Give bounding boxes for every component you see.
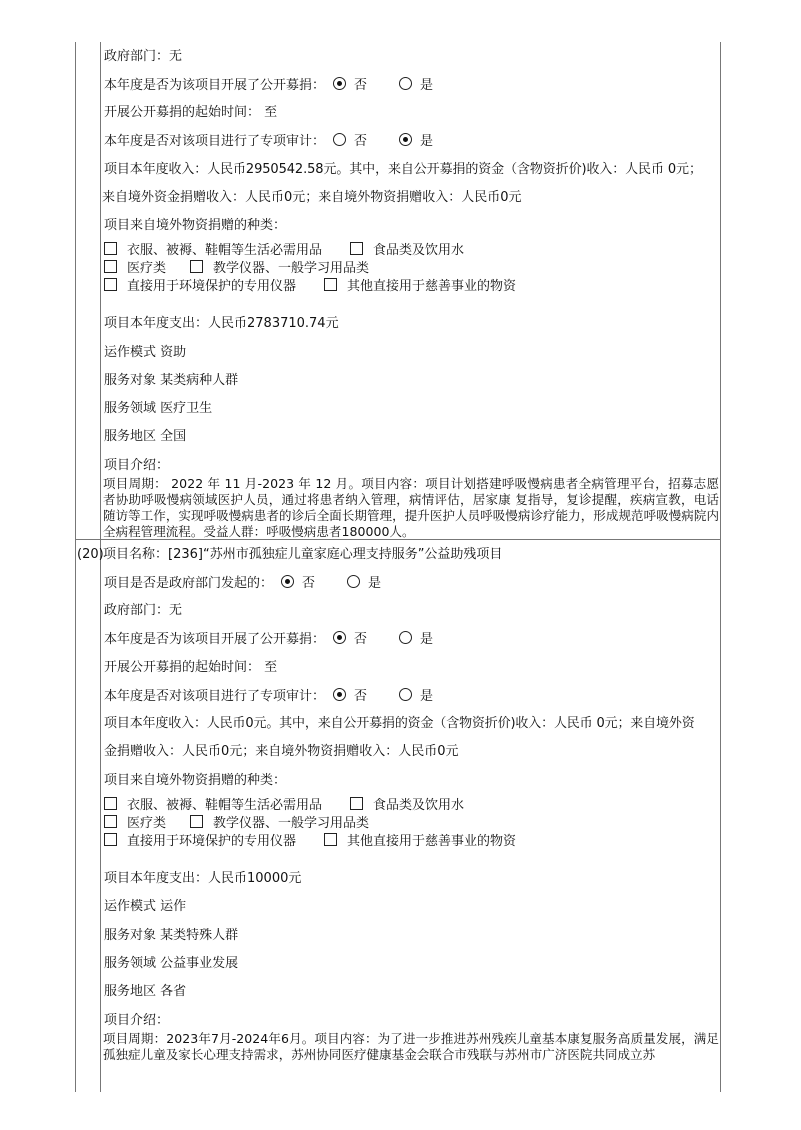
- radio-empty-icon: [333, 133, 346, 146]
- table-border-left: [75, 42, 76, 1092]
- gov-initiated-row: 项目是否是政府部门发起的： 否 是: [104, 576, 382, 591]
- fundraising-time-text: 开展公开募捐的起始时间： 至: [104, 105, 278, 120]
- table-border-right: [720, 42, 721, 1092]
- intro-text: 项目周期：2023年7月-2024年6月。项目内容：为了进一步推进苏州残疾儿童基本康复服务高质量发展，满足孤独症儿童及家长心理支持需求，苏州协同医疗健康基金会联合市残联与苏州市广济医院共同成立苏: [103, 1031, 719, 1062]
- operation-mode-text: 运作模式 运作: [104, 899, 187, 914]
- service-field-text: 服务领域 公益事业发展: [104, 956, 239, 971]
- radio-selected-icon: [333, 688, 346, 701]
- checkbox-row: 衣服、被褥、鞋帽等生活必需用品 食品类及饮用水: [104, 797, 464, 814]
- checkbox-icon: [190, 260, 203, 273]
- audit-row: 本年度是否对该项目进行了专项审计： 否 是: [104, 134, 434, 149]
- project-name: 项目名称：[236]“苏州市孤独症儿童家庭心理支持服务”公益助残项目: [103, 547, 503, 562]
- foreign-income-text: 金捐赠收入：人民币0元；来自境外物资捐赠收入：人民币0元: [104, 744, 459, 759]
- service-target-text: 服务对象 某类病种人群: [104, 373, 239, 388]
- checkbox-row: 医疗类 教学仪器、一般学习用品类: [104, 815, 369, 832]
- donation-types-label: 项目来自境外物资捐赠的种类：: [104, 218, 287, 233]
- donation-types-label: 项目来自境外物资捐赠的种类：: [104, 773, 287, 788]
- checkbox-row: 医疗类 教学仪器、一般学习用品类: [104, 260, 369, 277]
- service-field-text: 服务领域 医疗卫生: [104, 401, 213, 416]
- service-target-text: 服务对象 某类特殊人群: [104, 928, 239, 943]
- public-fundraising-row: 本年度是否为该项目开展了公开募捐： 否 是: [104, 78, 434, 93]
- radio-selected-icon: [333, 77, 346, 90]
- radio-empty-icon: [347, 575, 360, 588]
- radio-selected-icon: [333, 631, 346, 644]
- intro-label: 项目介绍：: [104, 458, 170, 473]
- income-text: 项目本年度收入：人民币0元。其中，来自公开募捐的资金（含物资折价)收入：人民币 0元；来自境外资: [104, 716, 695, 731]
- checkbox-icon: [324, 278, 337, 291]
- checkbox-icon: [104, 242, 117, 255]
- checkbox-row: 直接用于环境保护的专用仪器 其他直接用于慈善事业的物资: [104, 833, 516, 850]
- service-area-text: 服务地区 各省: [104, 984, 187, 999]
- intro-label: 项目介绍：: [104, 1013, 170, 1028]
- checkbox-row: 直接用于环境保护的专用仪器 其他直接用于慈善事业的物资: [104, 278, 516, 295]
- checkbox-icon: [190, 815, 203, 828]
- radio-selected-icon: [281, 575, 294, 588]
- checkbox-icon: [104, 815, 117, 828]
- table-border-inner: [100, 42, 101, 1092]
- radio-empty-icon: [399, 688, 412, 701]
- fundraising-time-text: 开展公开募捐的起始时间： 至: [104, 660, 278, 675]
- checkbox-icon: [350, 242, 363, 255]
- checkbox-icon: [324, 833, 337, 846]
- gov-dept-text: 政府部门：无: [104, 49, 183, 64]
- item-number: (20): [77, 547, 104, 562]
- audit-row: 本年度是否对该项目进行了专项审计： 否 是: [104, 689, 434, 704]
- checkbox-icon: [350, 797, 363, 810]
- checkbox-row: 衣服、被褥、鞋帽等生活必需用品 食品类及饮用水: [104, 242, 464, 259]
- service-area-text: 服务地区 全国: [104, 429, 187, 444]
- foreign-income-text: 来自境外资金捐赠收入：人民币0元；来自境外物资捐赠收入：人民币0元: [102, 190, 522, 205]
- expense-text: 项目本年度支出：人民币10000元: [104, 871, 302, 886]
- radio-empty-icon: [399, 631, 412, 644]
- intro-text: 项目周期： 2022 年 11 月-2023 年 12 月。项目内容：项目计划搭建呼吸慢病患者全病管理平台，招募志愿者协助呼吸慢病领域医护人员，通过将患者纳入管理，病情评估，居家康 复指导，复诊提醒，疾病宣教，电话随访等工作，实现呼吸慢病患者的诊后全面长期管理，提升医护人员呼吸慢病诊疗能力，形成规范呼吸慢病院内全病程管理流程。受益人群：呼吸慢病患者180000人。: [103, 476, 719, 539]
- radio-empty-icon: [399, 77, 412, 90]
- public-fundraising-row: 本年度是否为该项目开展了公开募捐： 否 是: [104, 632, 434, 647]
- gov-dept-text: 政府部门：无: [104, 603, 183, 618]
- checkbox-icon: [104, 797, 117, 810]
- expense-text: 项目本年度支出：人民币2783710.74元: [104, 316, 339, 331]
- operation-mode-text: 运作模式 资助: [104, 345, 187, 360]
- checkbox-icon: [104, 278, 117, 291]
- checkbox-icon: [104, 833, 117, 846]
- checkbox-icon: [104, 260, 117, 273]
- income-text: 项目本年度收入：人民币2950542.58元。其中，来自公开募捐的资金（含物资折价)收入：人民币 0元；: [104, 162, 702, 177]
- radio-selected-icon: [399, 133, 412, 146]
